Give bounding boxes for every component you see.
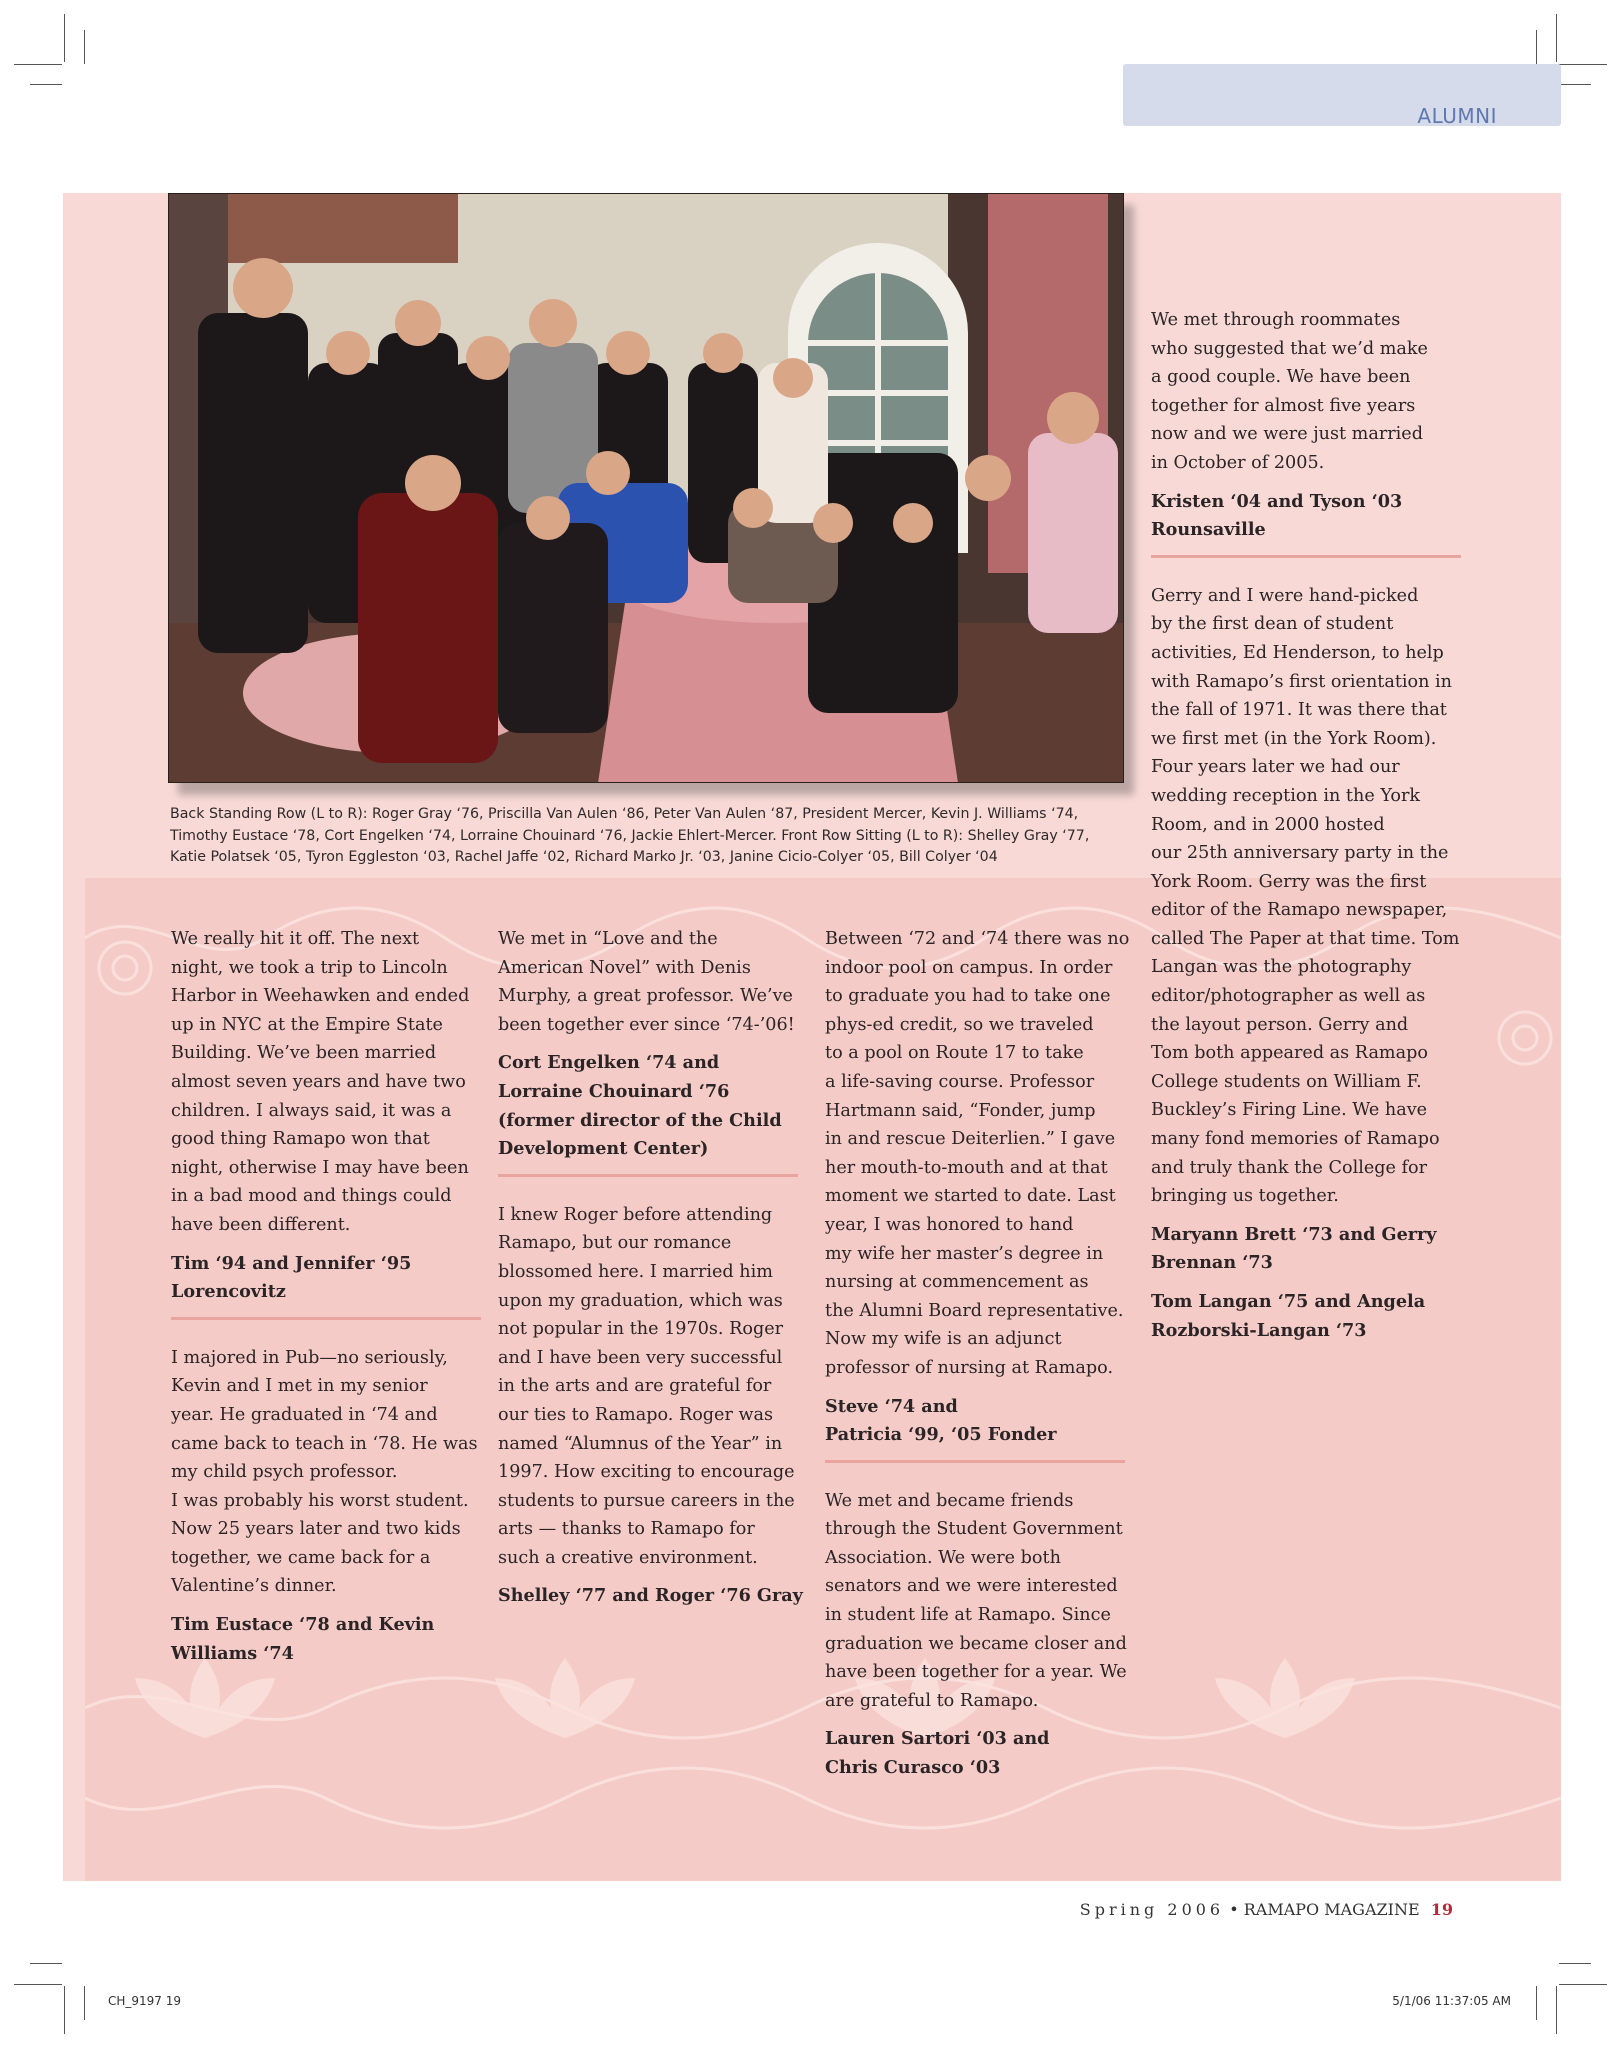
text-line: have been together for a year. We xyxy=(825,1662,1127,1683)
page-number: 19 xyxy=(1430,1900,1453,1919)
signature-rounsaville xyxy=(1151,488,1461,545)
section-tab xyxy=(1123,64,1561,126)
text-line: Gerry and I were hand-picked xyxy=(1151,585,1419,606)
signature-line: Lorencovitz xyxy=(171,1281,286,1303)
text-line: We met and became friends xyxy=(825,1490,1074,1511)
text-line: almost seven years and have two xyxy=(171,1071,466,1092)
signature-line: Development Center) xyxy=(498,1138,709,1160)
text-line: by the first dean of student xyxy=(1151,614,1394,635)
text-line: been together ever since ‘74-’06! xyxy=(498,1014,795,1035)
signature-line: Shelley ‘77 and Roger ‘76 Gray xyxy=(498,1585,803,1607)
text-line: in student life at Ramapo. Since xyxy=(825,1605,1111,1626)
signature-line: Brennan ‘73 xyxy=(1151,1252,1273,1274)
page-footer xyxy=(1080,1900,1453,1919)
text-line: good thing Ramapo won that xyxy=(171,1129,430,1150)
text-line: to a pool on Route 17 to take xyxy=(825,1043,1084,1064)
story-rounsaville xyxy=(1151,306,1461,478)
text-line: I knew Roger before attending xyxy=(498,1204,773,1225)
group-photo-illustration xyxy=(168,193,1124,783)
crop-mark xyxy=(84,1986,85,2020)
text-line: moment we started to date. Last xyxy=(825,1186,1116,1207)
crop-mark xyxy=(1536,1986,1537,2020)
text-line: I was probably his worst student. xyxy=(171,1490,469,1511)
text-line: Between ‘72 and ‘74 there was no xyxy=(825,929,1130,949)
text-line: Harbor in Weehawken and ended xyxy=(171,986,470,1007)
text-line: came back to teach in ‘78. He was xyxy=(171,1433,478,1454)
photo-caption xyxy=(170,804,1128,869)
signature-eustace-williams xyxy=(171,1611,481,1668)
text-line: in a bad mood and things could xyxy=(171,1186,452,1207)
divider-rule xyxy=(498,1174,798,1177)
text-line: Building. We’ve been married xyxy=(171,1043,437,1064)
column-1 xyxy=(171,925,481,1678)
column-4 xyxy=(1151,306,1461,1355)
crop-mark xyxy=(30,84,62,85)
text-line: I majored in Pub—no seriously, xyxy=(171,1347,448,1368)
text-line: to graduate you had to take one xyxy=(825,986,1111,1007)
signature-line: Cort Engelken ‘74 and xyxy=(498,1052,720,1074)
text-line: night, otherwise I may have been xyxy=(171,1157,469,1178)
text-line: Now my wife is an adjunct xyxy=(825,1329,1062,1350)
text-line: phys-ed credit, so we traveled xyxy=(825,1014,1094,1035)
text-line: together, we came back for a xyxy=(171,1547,431,1568)
divider-rule xyxy=(171,1317,481,1320)
text-line: our 25th anniversary party in the xyxy=(1151,843,1449,864)
text-line: called The Paper at that time. Tom xyxy=(1151,928,1460,949)
signature-line: Rozborski-Langan ‘73 xyxy=(1151,1319,1367,1341)
text-line: York Room. Gerry was the first xyxy=(1151,871,1427,892)
text-line: many fond memories of Ramapo xyxy=(1151,1129,1440,1150)
text-line: professor of nursing at Ramapo. xyxy=(825,1357,1114,1378)
crop-mark xyxy=(14,1984,62,1985)
text-line: Now 25 years later and two kids xyxy=(171,1519,461,1540)
text-line: and truly thank the College for xyxy=(1151,1157,1428,1178)
crop-mark xyxy=(1559,84,1591,85)
slug-right: 5/1/06 11:37:05 AM xyxy=(1392,1994,1511,2008)
text-line: Valentine’s dinner. xyxy=(171,1576,337,1597)
column-3 xyxy=(825,925,1130,1793)
caption-line: Katie Polatsek ‘05, Tyron Eggleston ‘03, Rachel Jaffe ‘02, Richard Marko Jr. ‘03, Janine Cicio-Colyer ‘05, Bill Colyer ‘04 xyxy=(170,849,998,865)
text-line: are grateful to Ramapo. xyxy=(825,1690,1039,1711)
signature-line: Maryann Brett ‘73 and Gerry xyxy=(1151,1223,1437,1245)
text-line: graduation we became closer and xyxy=(825,1633,1127,1654)
caption-line: Back Standing Row (L to R): Roger Gray ‘76, Priscilla Van Aulen ‘86, Peter Van Aulen ‘87, President Mercer, Kevin J. Williams ‘74, xyxy=(170,806,1079,822)
signature-line: Steve ‘74 and xyxy=(825,1395,958,1417)
text-line: Langan was the photography xyxy=(1151,957,1412,978)
section-label: ALUMNI xyxy=(1417,104,1497,128)
signature-line: Kristen ‘04 and Tyson ‘03 xyxy=(1151,490,1403,512)
text-line: with Ramapo’s first orientation in xyxy=(1151,671,1453,692)
text-line: bringing us together. xyxy=(1151,1186,1339,1207)
story-brett-brennan xyxy=(1151,582,1461,1211)
text-line: Buckley’s Firing Line. We have xyxy=(1151,1100,1428,1121)
signature-line: Williams ‘74 xyxy=(171,1642,294,1664)
crop-mark xyxy=(64,14,65,62)
text-line: our ties to Ramapo. Roger was xyxy=(498,1404,774,1425)
text-line: editor of the Ramapo newspaper, xyxy=(1151,900,1448,921)
footer-magazine: RAMAPO MAGAZINE xyxy=(1243,1900,1420,1919)
signature-line: Lorraine Chouinard ‘76 xyxy=(498,1080,730,1102)
text-line: such a creative environment. xyxy=(498,1547,758,1568)
footer-bullet: • xyxy=(1229,1900,1239,1919)
signature-brett-brennan xyxy=(1151,1221,1461,1278)
text-line: students to pursue careers in the xyxy=(498,1490,795,1511)
text-line: year. He graduated in ‘74 and xyxy=(171,1404,438,1425)
text-line: We met through roommates xyxy=(1151,310,1401,330)
text-line: my child psych professor. xyxy=(171,1462,398,1483)
text-line: who suggested that we’d make xyxy=(1151,338,1428,359)
crop-mark xyxy=(64,1986,65,2034)
text-line: nursing at commencement as xyxy=(825,1272,1089,1293)
crop-mark xyxy=(1556,14,1557,62)
signature-line: Tim Eustace ‘78 and Kevin xyxy=(171,1614,435,1636)
text-line: named “Alumnus of the Year” in xyxy=(498,1433,783,1454)
story-gray xyxy=(498,1201,798,1573)
signature-lorencovitz xyxy=(171,1250,481,1307)
text-line: through the Student Government xyxy=(825,1519,1123,1540)
text-line: wedding reception in the York xyxy=(1151,785,1421,806)
text-line: a life-saving course. Professor xyxy=(825,1071,1095,1092)
crop-mark xyxy=(1559,1963,1591,1964)
caption-line: Timothy Eustace ‘78, Cort Engelken ‘74, Lorraine Chouinard ‘76, Jackie Ehlert-Mercer. Front Row Sitting (L to R): Shelley Gray ‘77, xyxy=(170,827,1090,844)
text-line: in the arts and are grateful for xyxy=(498,1376,772,1397)
divider-rule xyxy=(825,1460,1125,1463)
text-line: activities, Ed Henderson, to help xyxy=(1151,642,1444,663)
text-line: College students on William F. xyxy=(1151,1071,1422,1092)
crop-mark xyxy=(84,30,85,64)
text-line: Association. We were both xyxy=(825,1547,1061,1568)
text-line: Tom both appeared as Ramapo xyxy=(1151,1043,1428,1064)
signature-gray xyxy=(498,1582,803,1611)
signature-engelken-chouinard xyxy=(498,1049,798,1163)
text-line: editor/photographer as well as xyxy=(1151,986,1426,1007)
signature-line: (former director of the Child xyxy=(498,1109,782,1131)
slug-left: CH_9197 19 xyxy=(108,1994,182,2008)
signature-line: Tom Langan ‘75 and Angela xyxy=(1151,1291,1426,1312)
text-line: senators and we were interested xyxy=(825,1576,1118,1597)
text-line: and I have been very successful xyxy=(498,1347,783,1368)
text-line: Four years later we had our xyxy=(1151,757,1400,778)
text-line: blossomed here. I married him xyxy=(498,1261,773,1282)
text-line: night, we took a trip to Lincoln xyxy=(171,957,448,978)
text-line: not popular in the 1970s. Roger xyxy=(498,1319,784,1340)
text-line: We really hit it off. The next xyxy=(171,929,420,949)
text-line: in and rescue Deiterlien.” I gave xyxy=(825,1129,1116,1150)
story-lorencovitz xyxy=(171,925,481,1240)
crop-mark xyxy=(1536,30,1537,64)
text-line: we first met (in the York Room). xyxy=(1151,728,1437,749)
text-line: in October of 2005. xyxy=(1151,452,1325,473)
signature-fonder xyxy=(825,1393,1125,1450)
text-line: children. I always said, it was a xyxy=(171,1100,452,1121)
text-line: up in NYC at the Empire State xyxy=(171,1014,443,1035)
signature-sartori-curasco xyxy=(825,1725,1125,1782)
signature-line: Chris Curasco ‘03 xyxy=(825,1757,1001,1779)
divider-rule xyxy=(1151,555,1461,558)
text-line: together for almost five years xyxy=(1151,395,1416,416)
text-line: Hartmann said, “Fonder, jump xyxy=(825,1100,1096,1121)
signature-line: Rounsaville xyxy=(1151,519,1266,541)
crop-mark xyxy=(14,64,62,65)
signature-line: Tim ‘94 and Jennifer ‘95 xyxy=(171,1252,412,1274)
column-2 xyxy=(498,925,803,1621)
text-line: the fall of 1971. It was there that xyxy=(1151,700,1447,721)
signature-line: Lauren Sartori ‘03 and xyxy=(825,1728,1050,1750)
crop-mark xyxy=(1559,1984,1607,1985)
signature-langan xyxy=(1151,1288,1461,1345)
text-line: Murphy, a great professor. We’ve xyxy=(498,986,793,1007)
text-line: the layout person. Gerry and xyxy=(1151,1014,1409,1035)
footer-season: Spring 2006 xyxy=(1079,1900,1225,1919)
text-line: We met in “Love and the xyxy=(498,929,718,949)
crop-mark xyxy=(1559,64,1607,65)
text-line: my wife her master’s degree in xyxy=(825,1243,1104,1264)
text-line: upon my graduation, which was xyxy=(498,1290,783,1311)
crop-mark xyxy=(30,1963,62,1964)
text-line: Room, and in 2000 hosted xyxy=(1151,814,1385,835)
text-line: Kevin and I met in my senior xyxy=(171,1376,428,1397)
story-engelken-chouinard xyxy=(498,925,798,1039)
text-line: have been different. xyxy=(171,1214,351,1235)
text-line: indoor pool on campus. In order xyxy=(825,957,1113,978)
text-line: year, I was honored to hand xyxy=(825,1214,1074,1235)
text-line: arts — thanks to Ramapo for xyxy=(498,1519,755,1540)
text-line: her mouth-to-mouth and at that xyxy=(825,1157,1108,1178)
crop-mark xyxy=(1556,1986,1557,2034)
signature-line: Patricia ‘99, ‘05 Fonder xyxy=(825,1424,1057,1446)
story-sartori-curasco xyxy=(825,1487,1125,1716)
text-line: American Novel” with Denis xyxy=(498,957,751,978)
text-line: now and we were just married xyxy=(1151,424,1423,445)
story-eustace-williams xyxy=(171,1344,481,1601)
story-fonder xyxy=(825,925,1130,1383)
text-line: a good couple. We have been xyxy=(1151,367,1411,388)
text-line: Ramapo, but our romance xyxy=(498,1233,732,1254)
text-line: the Alumni Board representative. xyxy=(825,1300,1124,1321)
text-line: 1997. How exciting to encourage xyxy=(498,1462,795,1483)
group-photo xyxy=(168,193,1124,783)
